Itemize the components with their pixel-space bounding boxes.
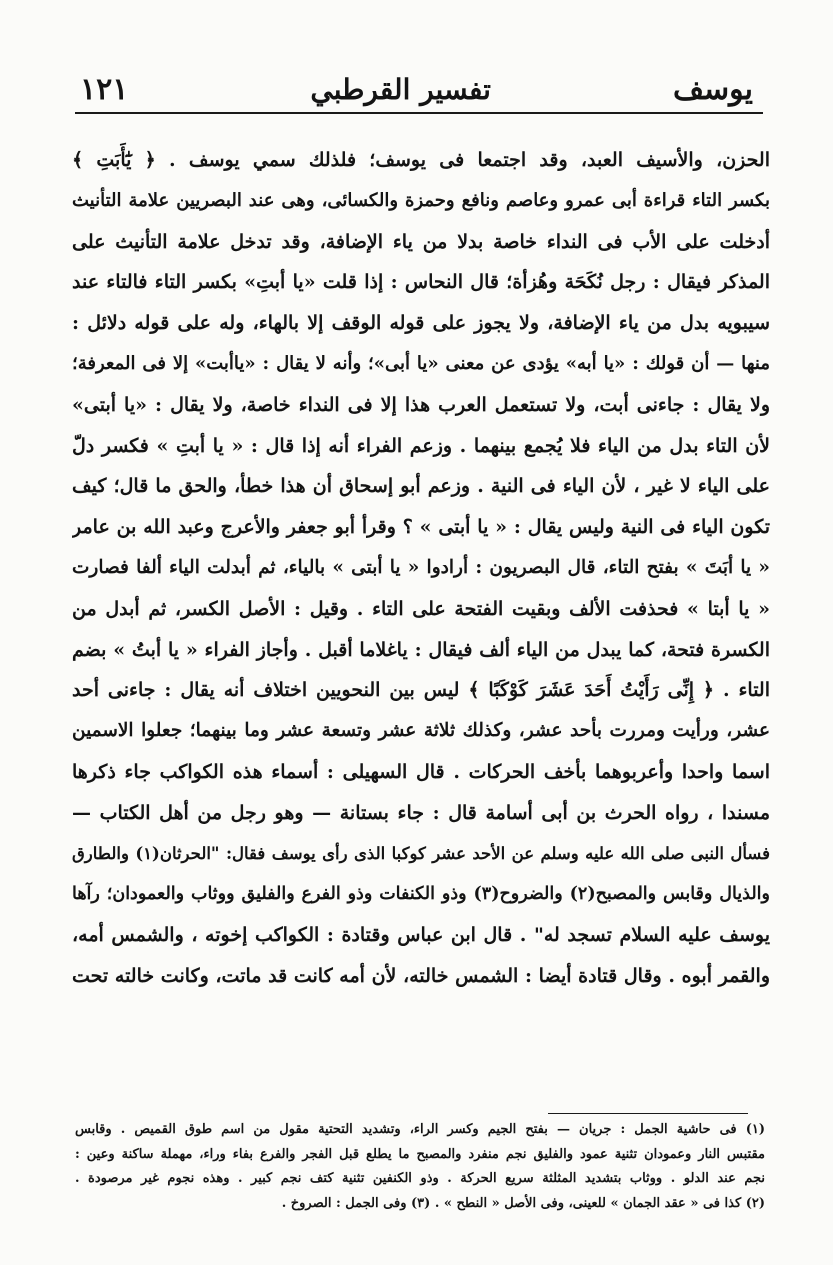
text-line: والذيال وقابس والمصبح(٢) والضروح(٣) وذو الكنفات وذو الفرع والفليق ووثاب والعمودان؛ رآها xyxy=(72,884,770,905)
text-line: عشر، ورأيت ومررت بأحد عشر، وكذلك ثلاثة عشر وتسعة عشر وما بينهما؛ جعلوا الاسمين xyxy=(72,720,770,742)
page-header xyxy=(80,64,753,114)
surah-name: يوسف xyxy=(672,71,753,107)
footnotes xyxy=(75,1118,765,1216)
text-line: سيبويه بدل من ياء الإضافة، ولا يجوز على قوله الوقف إلا بالهاء، وله على قوله دلائل : xyxy=(72,312,770,335)
main-text xyxy=(72,140,770,997)
text-line: الحزن، والأسيف العبد، وقد اجتمعا فى يوسف؛ فلذلك سمي يوسف . ﴿ يَٰٓأَبَتِ ﴾ xyxy=(72,149,770,171)
text-line: لأن التاء بدل من الياء فلا يُجمع بينهما . وزعم الفراء أنه إذا قال : « يا أبتِ » فكسر دلّ xyxy=(72,434,770,457)
footnote-line: (١) فى حاشية الجمل : جريان — بفتح الجيم وكسر الراء، وتشديد التحتية مقول من اسم طوق القميص . وقابس xyxy=(75,1122,765,1137)
text-line: ولا يقال : جاءنى أبت، ولا تستعمل العرب هذا إلا فى النداء خاصة، ولا يقال : «يا أبتى» xyxy=(72,393,770,416)
page-number: ١٢١ xyxy=(80,71,129,107)
text-line: « يا أبتا » فحذفت الألف وبقيت الفتحة على التاء . وقيل : الأصل الكسر، ثم أبدل من xyxy=(72,597,770,620)
text-line: بكسر التاء قراءة أبى عمرو وعاصم ونافع وحمزة والكسائى، وهى عند البصريين علامة التأنيث xyxy=(72,189,770,211)
text-line: مسندا ، رواه الحرث بن أبى أسامة قال : جاء بستانة — وهو رجل من أهل الكتاب — xyxy=(72,801,770,824)
text-line: على الياء لا غير ، لأن الياء فى النية . وزعم أبو إسحاق أن هذا خطأ، والحق ما قال؛ كيف xyxy=(72,475,770,498)
text-line: المذكر فيقال : رجل نُكَحَة وهُزأة؛ قال النحاس : إذا قلت «يا أبتِ» بكسر التاء فالتاء عند xyxy=(72,271,770,294)
header-divider xyxy=(75,112,763,114)
text-line: تكون الياء فى النية وليس يقال : « يا أبتى » ؟ وقرأ أبو جعفر والأعرج وعبد الله بن عامر xyxy=(72,516,770,539)
text-line: الكسرة فتحة، كما يبدل من الياء ألف فيقال : ياغلاما أقبل . وأجاز الفراء « يا أبتُ » بضم xyxy=(72,638,770,661)
text-line: التاء . ﴿ إِنِّى رَأَيْتُ أَحَدَ عَشَرَ كَوْكَبًا ﴾ ليس بين النحويين اختلاف أنه يقال : جاءنى أحد xyxy=(72,679,770,702)
text-line: اسما واحدا وأعربوهما بأخف الحركات . قال السهيلى : أسماء هذه الكواكب جاء ذكرها xyxy=(72,760,770,783)
footnote-line: نجم عند الدلو . ووثاب بتشديد المثلثة سريع الحركة . وذو الكنفين تثنية كتف نجم كبير . وهذه نجوم غير مرصودة . xyxy=(75,1171,765,1186)
text-line: أدخلت على الأب فى النداء خاصة بدلا من ياء الإضافة، وقد تدخل علامة التأنيث على xyxy=(72,230,770,253)
text-line: فسأل النبى صلى الله عليه وسلم عن الأحد عشر كوكبا الذى رأى يوسف فقال: "الحرثان(١) والطارق xyxy=(72,843,770,863)
book-title: تفسير القرطبي xyxy=(310,72,491,106)
footnote-divider xyxy=(548,1113,748,1114)
text-line: يوسف عليه السلام تسجد له" . قال ابن عباس وقتادة : الكواكب إخوته ، والشمس أمه، xyxy=(72,924,770,947)
footnote-line: مقتبس النار وعمودان تثنية عمود والفليق نجم منفرد والمصبح ما يطلع قبل الفجر والفرع بفاء وراء، مهملة ساكنة وعين : xyxy=(75,1146,765,1162)
text-line: منها — أن قولك : «يا أبه» يؤدى عن معنى «يا أبى»؛ وأنه لا يقال : «ياأبت» إلا فى المعرفة؛ xyxy=(72,352,770,374)
text-line: والقمر أبوه . وقال قتادة أيضا : الشمس خالته، لأن أمه كانت قد ماتت، وكانت خالته تحت xyxy=(72,964,770,987)
footnote-line: (٢) كذا فى « عقد الجمان » للعينى، وفى الأصل « النطح » . (٣) وفى الجمل : الصروخ . xyxy=(281,1195,765,1211)
text-line: « يا أبَتَ » بفتح التاء، قال البصريون : أرادوا « يا أبتى » بالياء، ثم أبدلت الياء ألفا فصارت xyxy=(72,556,770,578)
